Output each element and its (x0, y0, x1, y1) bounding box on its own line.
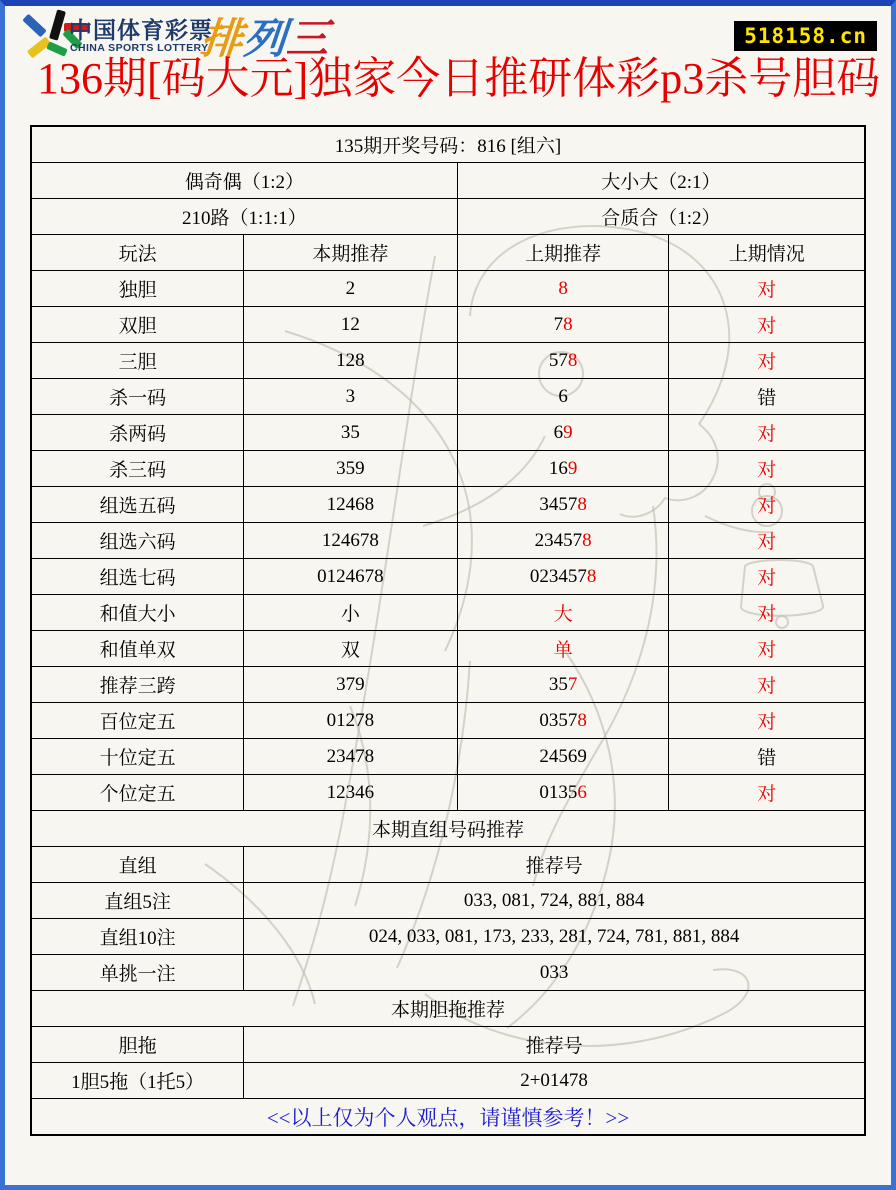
prev-black-digits: 7 (553, 313, 564, 335)
previous-status: 错 (669, 379, 865, 415)
prev-red-digits: 8 (577, 493, 587, 515)
prev-black-digits: 23457 (534, 529, 583, 551)
column-header: 上期情况 (669, 235, 865, 271)
prediction-table-wrap (30, 125, 866, 1136)
previous-pick (457, 595, 669, 631)
prev-black-digits: 24569 (539, 745, 587, 767)
site-badge: 518158.cn (734, 21, 877, 51)
logo-product-char: 三 (284, 15, 332, 62)
previous-status: 对 (669, 631, 865, 667)
play-row (31, 307, 865, 343)
column-header: 本期推荐 (244, 235, 458, 271)
play-name: 双胆 (31, 307, 244, 343)
play-row (31, 667, 865, 703)
previous-pick (457, 271, 669, 307)
prev-black-digits: 0135 (539, 781, 578, 803)
summary-cell: 210路（1:1:1） (31, 199, 457, 235)
column-header: 玩法 (31, 235, 244, 271)
straight-col-label: 直组 (31, 847, 244, 883)
straight-data-row (31, 919, 865, 955)
current-pick: 359 (244, 451, 458, 487)
current-pick: 124678 (244, 523, 458, 559)
play-row (31, 415, 865, 451)
dantuo-title-row (31, 991, 865, 1027)
previous-status: 对 (669, 307, 865, 343)
current-pick: 小 (244, 595, 458, 631)
prev-black-digits: 35 (548, 673, 568, 695)
logo-product-char: 列 (241, 15, 289, 62)
play-row (31, 271, 865, 307)
play-name: 组选六码 (31, 523, 244, 559)
play-name: 组选五码 (31, 487, 244, 523)
straight-data-row (31, 955, 865, 991)
play-name: 推荐三跨 (31, 667, 244, 703)
previous-pick (457, 415, 669, 451)
straight-section-title: 本期直组号码推荐 (31, 811, 865, 847)
play-row (31, 703, 865, 739)
previous-status: 对 (669, 487, 865, 523)
previous-pick (457, 559, 669, 595)
previous-pick (457, 631, 669, 667)
prev-red-digits: 9 (567, 457, 578, 479)
play-name: 三胆 (31, 343, 244, 379)
summary-row (31, 163, 865, 199)
play-row (31, 451, 865, 487)
straight-title-row (31, 811, 865, 847)
straight-data-row (31, 883, 865, 919)
current-pick: 12346 (244, 775, 458, 811)
prev-red-digits: 8 (577, 709, 587, 731)
previous-pick (457, 343, 669, 379)
play-row (31, 631, 865, 667)
previous-pick (457, 487, 669, 523)
previous-pick (457, 379, 669, 415)
play-name: 杀三码 (31, 451, 244, 487)
previous-status: 错 (669, 739, 865, 775)
dantuo-col-value: 推荐号 (244, 1027, 865, 1063)
prev-red-digits: 8 (563, 313, 573, 335)
play-name: 杀两码 (31, 415, 244, 451)
disclaimer-row (31, 1099, 865, 1136)
current-pick: 3 (244, 379, 458, 415)
previous-pick (457, 307, 669, 343)
logo-product-char: 排 (198, 15, 246, 62)
play-row (31, 487, 865, 523)
current-pick: 0124678 (244, 559, 458, 595)
play-name: 百位定五 (31, 703, 244, 739)
prev-red-digits: 8 (582, 529, 592, 551)
current-pick: 12 (244, 307, 458, 343)
play-row (31, 379, 865, 415)
prev-red-digits: 7 (567, 673, 578, 695)
dantuo-data-row (31, 1063, 865, 1099)
summary-cell: 偶奇偶（1:2） (31, 163, 457, 199)
summary-cell: 合质合（1:2） (457, 199, 865, 235)
previous-status: 对 (669, 415, 865, 451)
play-name: 组选七码 (31, 559, 244, 595)
play-name: 和值大小 (31, 595, 244, 631)
dantuo-row-label: 1胆5拖（1托5） (31, 1063, 244, 1099)
play-row (31, 595, 865, 631)
previous-status: 对 (669, 559, 865, 595)
straight-row-label: 直组5注 (31, 883, 244, 919)
prev-red-digits: 8 (586, 565, 597, 587)
previous-status: 对 (669, 667, 865, 703)
prev-red-digits: 8 (558, 277, 568, 299)
play-row (31, 343, 865, 379)
play-row (31, 559, 865, 595)
prev-black-digits: 3457 (539, 493, 578, 515)
prev-black-digits: 6 (553, 421, 564, 443)
prev-black-digits: 0357 (539, 709, 578, 731)
prediction-table (30, 125, 866, 1136)
play-name: 十位定五 (31, 739, 244, 775)
column-header: 上期推荐 (457, 235, 669, 271)
previous-status: 对 (669, 271, 865, 307)
straight-col-value: 推荐号 (244, 847, 865, 883)
logo-en-text: CHINA SPORTS LOTTERY (70, 42, 209, 54)
dantuo-section-title: 本期胆拖推荐 (31, 991, 865, 1027)
disclaimer: <<以上仅为个人观点，请谨慎参考！>> (31, 1099, 865, 1136)
previous-pick (457, 703, 669, 739)
prev-black-digits: 16 (548, 457, 568, 479)
summary-row (31, 199, 865, 235)
current-pick: 23478 (244, 739, 458, 775)
previous-pick (457, 451, 669, 487)
previous-pick (457, 775, 669, 811)
prev-black-digits: 57 (548, 349, 568, 371)
previous-pick (457, 667, 669, 703)
previous-pick (457, 523, 669, 559)
main-header-row (31, 235, 865, 271)
current-pick: 01278 (244, 703, 458, 739)
previous-status: 对 (669, 343, 865, 379)
straight-header-row (31, 847, 865, 883)
page-title: 136期[码大元]独家今日推研体彩p3杀号胆码 (37, 54, 881, 103)
prev-black-digits: 6 (558, 385, 568, 407)
draw-result: 135期开奖号码：816 [组六] (31, 126, 865, 163)
play-row (31, 775, 865, 811)
previous-status: 对 (669, 451, 865, 487)
previous-status: 对 (669, 775, 865, 811)
current-pick: 379 (244, 667, 458, 703)
play-name: 和值单双 (31, 631, 244, 667)
play-row (31, 739, 865, 775)
current-pick: 2 (244, 271, 458, 307)
summary-cell: 大小大（2:1） (457, 163, 865, 199)
previous-pick (457, 739, 669, 775)
draw-result-row (31, 126, 865, 163)
straight-row-value: 033 (244, 955, 865, 991)
prev-black-digits: 023457 (529, 565, 587, 587)
logo-bar-blue (22, 14, 46, 38)
previous-status: 对 (669, 523, 865, 559)
prev-red-digits: 6 (577, 781, 587, 803)
prev-red-digits: 9 (563, 421, 573, 443)
straight-row-value: 024, 033, 081, 173, 233, 281, 724, 781, 881, 884 (244, 919, 865, 955)
logo-cn-text: 中国体育彩票 (69, 17, 213, 43)
play-name: 独胆 (31, 271, 244, 307)
straight-row-label: 直组10注 (31, 919, 244, 955)
prev-red-digits: 8 (567, 349, 578, 371)
current-pick: 12468 (244, 487, 458, 523)
play-name: 杀一码 (31, 379, 244, 415)
straight-row-value: 033, 081, 724, 881, 884 (244, 883, 865, 919)
prev-red-digits: 单 (553, 640, 573, 661)
current-pick: 35 (244, 415, 458, 451)
dantuo-header-row (31, 1027, 865, 1063)
page (5, 6, 891, 1185)
prediction-table-body (31, 126, 865, 1135)
straight-row-label: 单挑一注 (31, 955, 244, 991)
previous-status: 对 (669, 595, 865, 631)
previous-status: 对 (669, 703, 865, 739)
play-row (31, 523, 865, 559)
dantuo-row-value: 2+01478 (244, 1063, 865, 1099)
current-pick: 128 (244, 343, 458, 379)
dantuo-col-label: 胆拖 (31, 1027, 244, 1063)
prev-red-digits: 大 (553, 604, 573, 625)
current-pick: 双 (244, 631, 458, 667)
play-name: 个位定五 (31, 775, 244, 811)
